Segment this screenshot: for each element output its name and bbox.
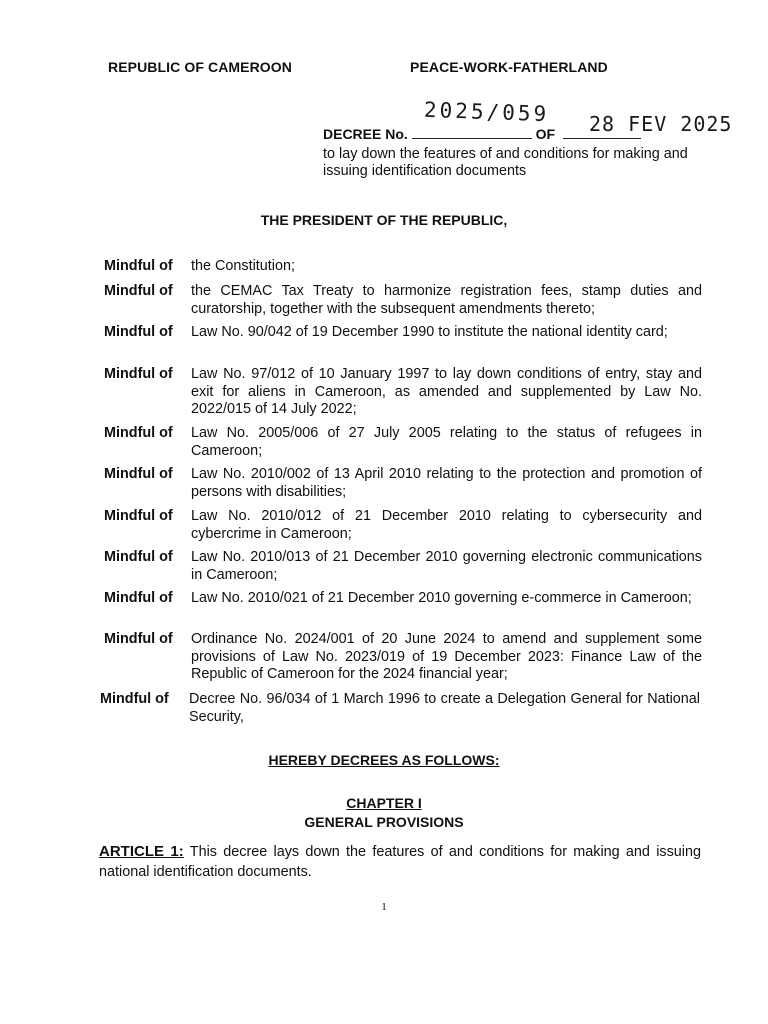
mindful-text: Law No. 2005/006 of 27 July 2005 relating to the status of refugees in Cameroon; bbox=[191, 425, 702, 459]
mindful-label: Mindful of bbox=[104, 366, 173, 382]
mindful-text: the CEMAC Tax Treaty to harmonize registration fees, stamp duties and curatorship, together with the subsequent amendments thereto; bbox=[191, 283, 702, 317]
header-motto: PEACE-WORK-FATHERLAND bbox=[410, 59, 608, 75]
mindful-label: Mindful of bbox=[104, 549, 173, 565]
president-heading: THE PRESIDENT OF THE REPUBLIC, bbox=[260, 212, 508, 228]
mindful-label: Mindful of bbox=[104, 508, 173, 524]
article-1-text: This decree lays down the features of and conditions for making and issuing national identification documents. bbox=[99, 844, 702, 880]
mindful-text: Law No. 90/042 of 19 December 1990 to institute the national identity card; bbox=[191, 324, 668, 340]
decree-number-line bbox=[323, 126, 641, 142]
mindful-label: Mindful of bbox=[104, 425, 173, 441]
mindful-text: Law No. 2010/012 of 21 December 2010 relating to cybersecurity and cybercrime in Cameroon; bbox=[191, 508, 702, 542]
mindful-text: Ordinance No. 2024/001 of 20 June 2024 to amend and supplement some provisions of Law No. 2023/019 of 19 December 2023: Finance Law of the Republic of Cameroon for the 2024 financial year; bbox=[191, 631, 702, 682]
chapter-title: GENERAL PROVISIONS bbox=[304, 814, 464, 830]
mindful-text: Law No. 2010/002 of 13 April 2010 relating to the protection and promotion of persons with disabilities; bbox=[191, 466, 702, 500]
mindful-text: Law No. 2010/013 of 21 December 2010 governing electronic communications in Cameroon; bbox=[191, 549, 702, 583]
mindful-text: Law No. 2010/021 of 21 December 2010 governing e-commerce in Cameroon; bbox=[191, 590, 692, 606]
mindful-label: Mindful of bbox=[104, 466, 173, 482]
decree-date-blank bbox=[563, 127, 641, 139]
decree-of-label: OF bbox=[535, 126, 556, 142]
mindful-text: Decree No. 96/034 of 1 March 1996 to create a Delegation General for National Security, bbox=[189, 691, 700, 725]
decree-subtitle: to lay down the features of and conditions for making and issuing identification documents bbox=[323, 146, 688, 179]
decree-label: DECREE No. bbox=[323, 126, 408, 142]
decrees-heading: HEREBY DECREES AS FOLLOWS: bbox=[268, 752, 500, 768]
mindful-label: Mindful of bbox=[104, 324, 173, 340]
header-republic: REPUBLIC OF CAMEROON bbox=[108, 59, 292, 75]
page-number: 1 bbox=[381, 901, 387, 913]
mindful-label: Mindful of bbox=[100, 691, 169, 707]
mindful-text: the Constitution; bbox=[191, 258, 295, 274]
handwritten-decree-number: 2025/059 bbox=[423, 97, 550, 127]
chapter-number: CHAPTER I bbox=[346, 795, 422, 811]
mindful-text: Law No. 97/012 of 10 January 1997 to lay down conditions of entry, stay and exit for aliens in Cameroon, as amended and supplemented by Law No. 2022/015 of 14 July 2022; bbox=[191, 366, 702, 417]
mindful-label: Mindful of bbox=[104, 283, 173, 299]
decree-number-blank bbox=[412, 127, 532, 139]
article-1 bbox=[99, 842, 701, 882]
date-stamp: 28 FEV 2025 bbox=[589, 112, 733, 136]
mindful-label: Mindful of bbox=[104, 631, 173, 647]
mindful-label: Mindful of bbox=[104, 258, 173, 274]
mindful-label: Mindful of bbox=[104, 590, 173, 606]
article-1-label: ARTICLE 1: bbox=[99, 843, 184, 860]
